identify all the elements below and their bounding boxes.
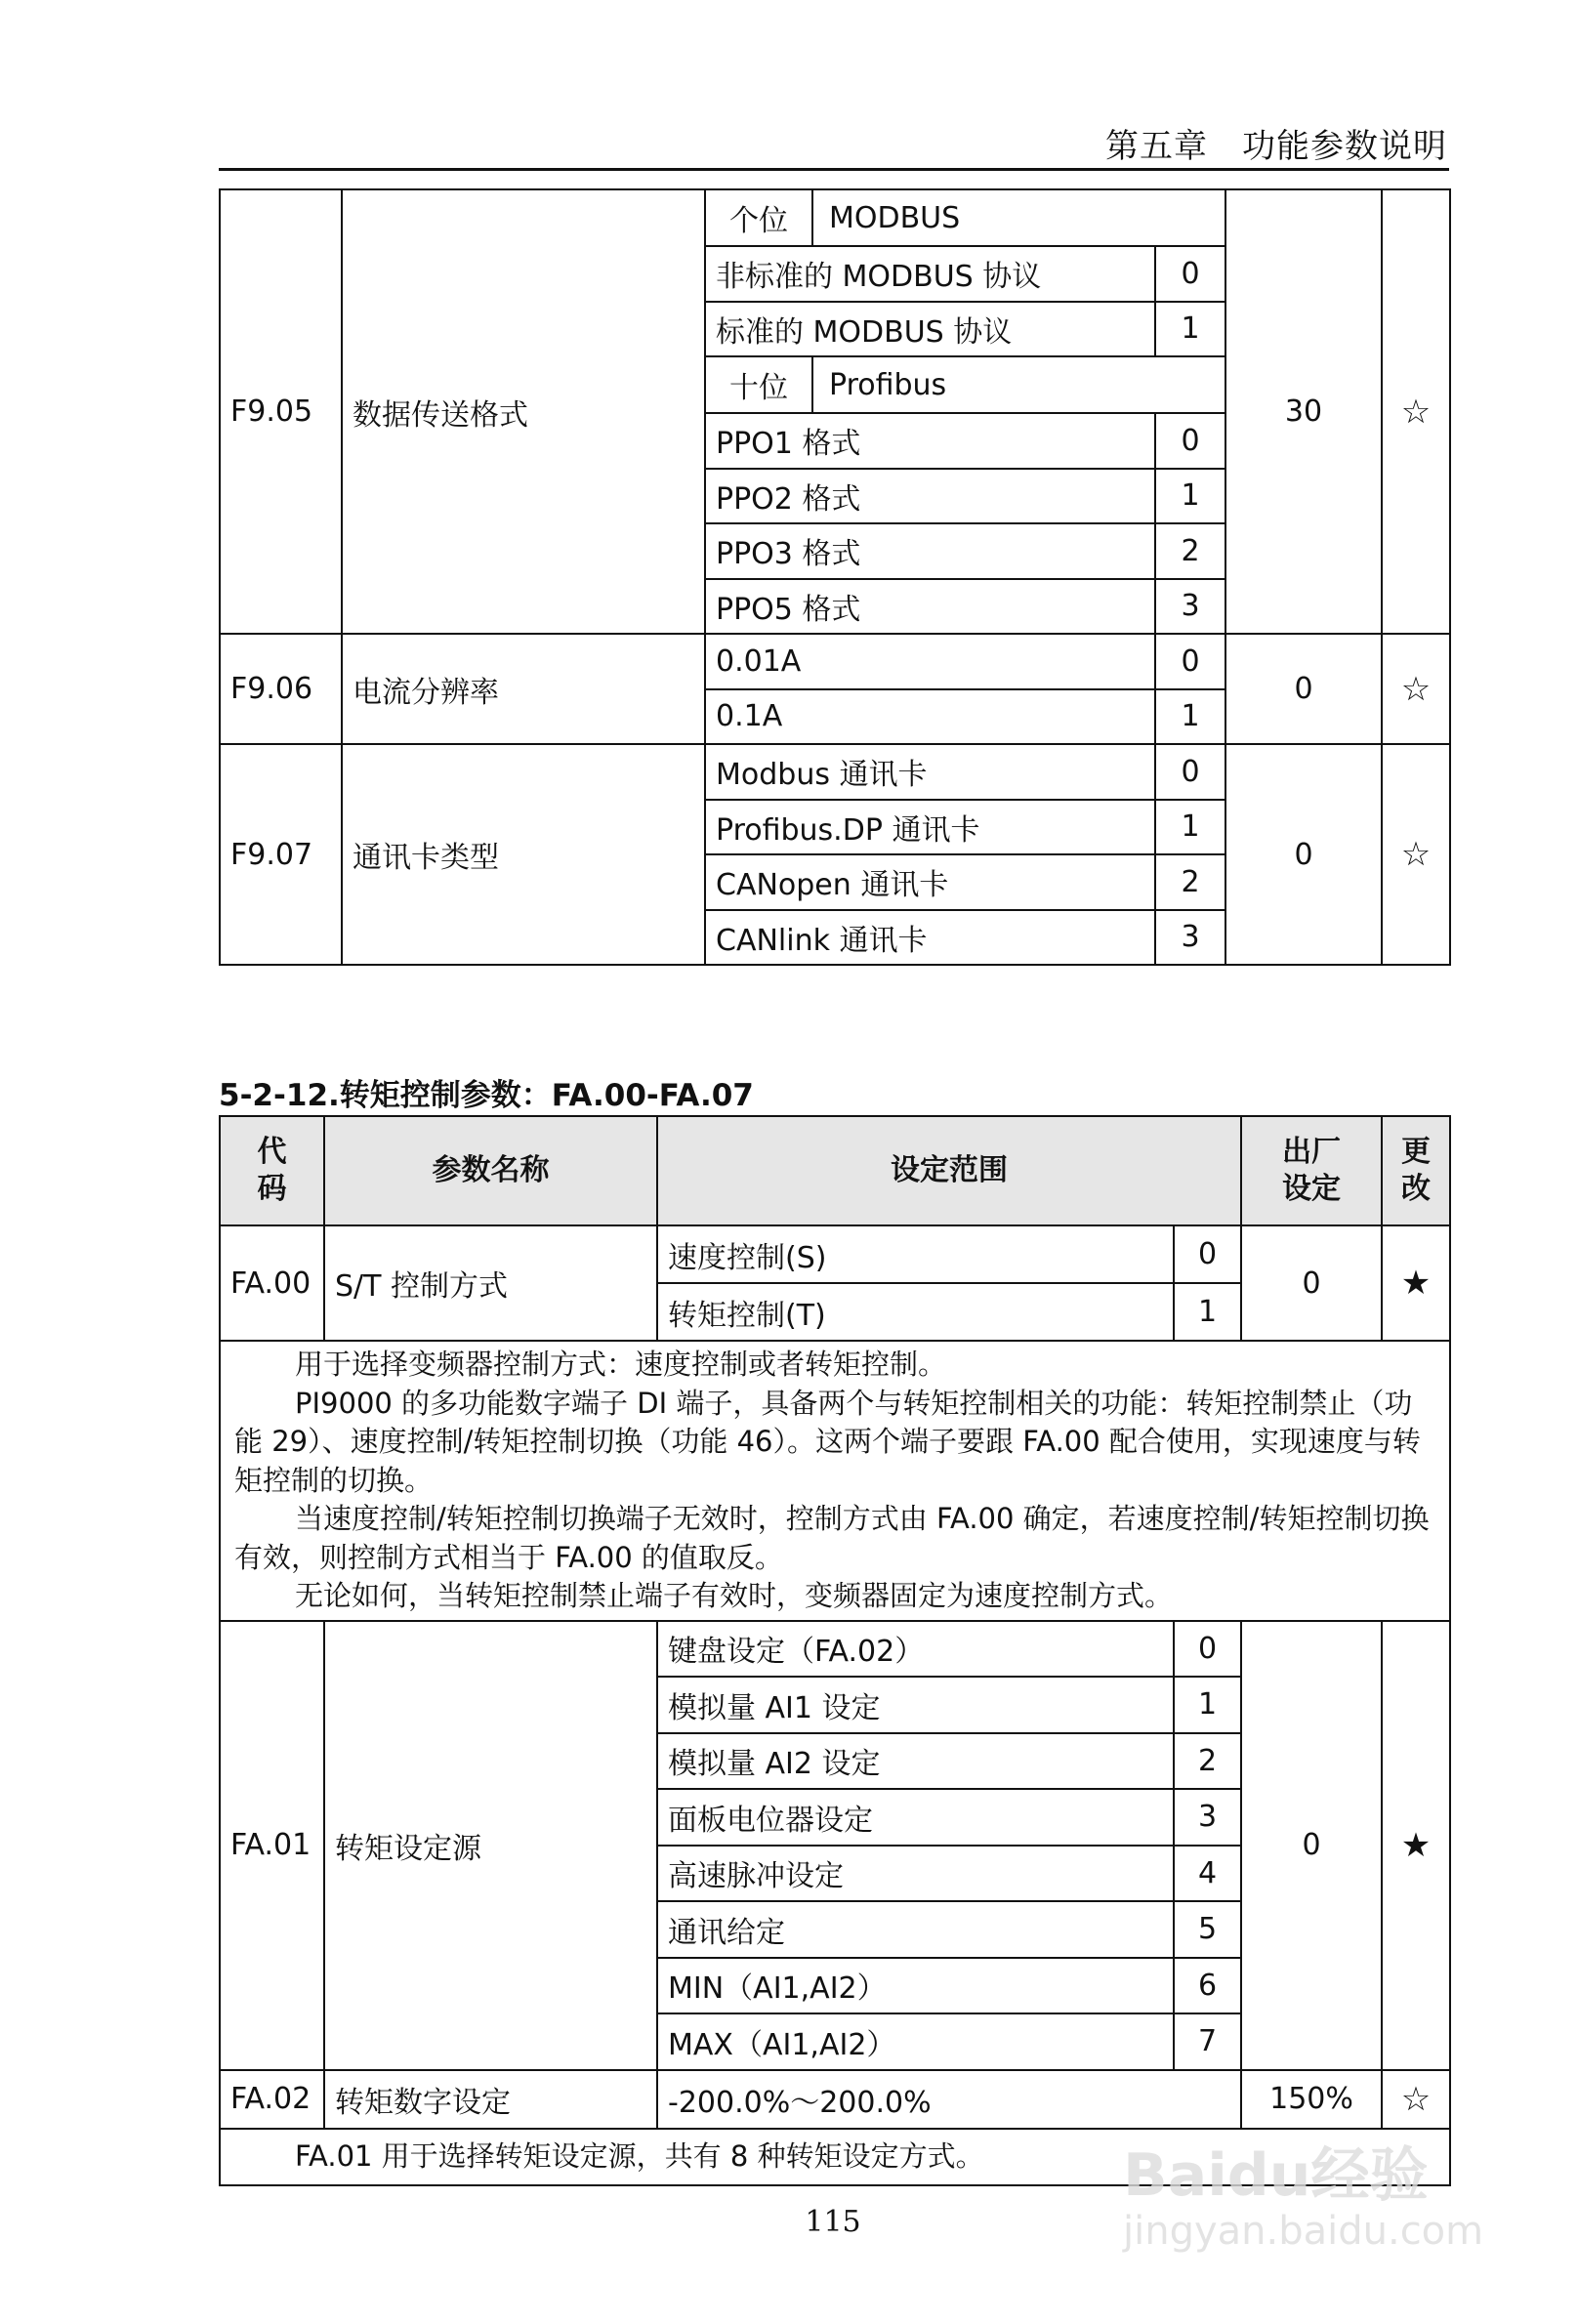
option-value: 1 — [1155, 800, 1225, 855]
param-name: S/T 控制方式 — [324, 1225, 657, 1341]
param-code: FA.02 — [220, 2070, 324, 2129]
header-default: 出厂 设定 — [1241, 1116, 1382, 1225]
description-paragraph: FA.01 用于选择转矩设定源，共有 8 种转矩设定方式。 — [295, 2138, 984, 2173]
table-row — [220, 2070, 1450, 2129]
option-value: 2 — [1155, 523, 1225, 579]
digit-label: 个位 — [706, 190, 813, 245]
table-row — [220, 1621, 1450, 1678]
option-text: 0.01A — [705, 634, 1155, 689]
option-text: 键盘设定（FA.02） — [657, 1621, 1174, 1678]
param-name: 转矩数字设定 — [324, 2070, 657, 2129]
chapter-header: 第五章 功能参数说明 — [1105, 127, 1447, 166]
digit-title: MODBUS — [829, 200, 961, 235]
star-icon: ☆ — [1382, 189, 1450, 634]
description-paragraph: 无论如何，当转矩控制禁止端子有效时，变频器固定为速度控制方式。 — [295, 1579, 1174, 1612]
param-table-f9 — [219, 188, 1451, 966]
param-code: F9.05 — [220, 189, 342, 634]
param-name: 电流分辨率 — [342, 634, 705, 744]
option-value: 7 — [1174, 2013, 1241, 2070]
description-row — [220, 1341, 1450, 1621]
filled-star-icon: ★ — [1382, 1621, 1450, 2070]
option-text: CANopen 通讯卡 — [705, 854, 1155, 910]
option-value: 1 — [1174, 1677, 1241, 1733]
option-value: 0 — [1155, 413, 1225, 469]
option-value: 5 — [1174, 1901, 1241, 1958]
option-value: 1 — [1155, 689, 1225, 745]
star-icon: ☆ — [1382, 634, 1450, 744]
option-text: 模拟量 AI1 设定 — [657, 1677, 1174, 1733]
table-row — [220, 189, 1450, 246]
option-text: 面板电位器设定 — [657, 1789, 1174, 1846]
default-value: 0 — [1225, 634, 1382, 744]
option-text: PPO5 格式 — [705, 579, 1155, 635]
option-text: 转矩控制(T) — [657, 1283, 1174, 1341]
default-value: 30 — [1225, 189, 1382, 634]
default-value: 0 — [1241, 1621, 1382, 2070]
star-icon: ☆ — [1382, 2070, 1450, 2129]
digit-title: Profibus — [829, 367, 947, 402]
option-value: 3 — [1174, 1789, 1241, 1846]
param-table-fa — [219, 1115, 1451, 2186]
option-value: 1 — [1155, 302, 1225, 357]
header-rule — [219, 168, 1449, 171]
param-code: FA.00 — [220, 1225, 324, 1341]
table-row — [220, 1225, 1450, 1283]
default-value: 0 — [1225, 744, 1382, 965]
option-value: 0 — [1155, 246, 1225, 302]
default-value: 0 — [1241, 1225, 1382, 1341]
option-text: Profibus.DP 通讯卡 — [705, 800, 1155, 855]
description-paragraph: 用于选择变频器控制方式：速度控制或者转矩控制。 — [295, 1348, 947, 1381]
table-row — [220, 744, 1450, 800]
option-value: 1 — [1155, 469, 1225, 524]
option-value: 0 — [1174, 1225, 1241, 1283]
param-name: 转矩设定源 — [324, 1621, 657, 2070]
description-paragraph: 当速度控制/转矩控制切换端子无效时，控制方式由 FA.00 确定，若速度控制/转矩控制切换有效，则控制方式相当于 FA.00 的值取反。 — [234, 1502, 1430, 1574]
option-text: 高速脉冲设定 — [657, 1846, 1174, 1902]
star-icon: ☆ — [1382, 744, 1450, 965]
option-value: 0 — [1155, 744, 1225, 800]
option-value: 0 — [1155, 634, 1225, 689]
default-value: 150% — [1241, 2070, 1382, 2129]
option-value: 4 — [1174, 1846, 1241, 1902]
header-name: 参数名称 — [324, 1116, 657, 1225]
page-number: 115 — [805, 2205, 861, 2239]
header-range: 设定范围 — [657, 1116, 1241, 1225]
option-text: Modbus 通讯卡 — [705, 744, 1155, 800]
option-text: MIN（AI1,AI2） — [657, 1958, 1174, 2014]
option-value: 2 — [1155, 854, 1225, 910]
param-code: F9.07 — [220, 744, 342, 965]
option-text: 标准的 MODBUS 协议 — [705, 302, 1155, 357]
option-text: PPO3 格式 — [705, 523, 1155, 579]
description-paragraph: PI9000 的多功能数字端子 DI 端子，具备两个与转矩控制相关的功能：转矩控制禁止（功能 29）、速度控制/转矩控制切换（功能 46）。这两个端子要跟 FA.00 配合使用，实现速度与转矩控制的切换。 — [234, 1386, 1421, 1497]
option-text: 模拟量 AI2 设定 — [657, 1733, 1174, 1790]
option-text: 非标准的 MODBUS 协议 — [705, 246, 1155, 302]
section-title: 5-2-12.转矩控制参数：FA.00-FA.07 — [219, 1078, 754, 1113]
param-name: 数据传送格式 — [342, 189, 705, 634]
option-value: 6 — [1174, 1958, 1241, 2014]
option-value: 2 — [1174, 1733, 1241, 1790]
header-code: 代 码 — [220, 1116, 324, 1225]
table-row — [220, 634, 1450, 689]
param-name: 通讯卡类型 — [342, 744, 705, 965]
option-text: 通讯给定 — [657, 1901, 1174, 1958]
option-value: 3 — [1155, 910, 1225, 966]
watermark-url: jingyan.baidu.com — [1123, 2209, 1484, 2254]
option-text: MAX（AI1,AI2） — [657, 2013, 1174, 2070]
filled-star-icon: ★ — [1382, 1225, 1450, 1341]
option-text: 0.1A — [705, 689, 1155, 745]
header-change: 更 改 — [1382, 1116, 1450, 1225]
digit-label: 十位 — [706, 357, 813, 412]
watermark-logo: Baidu经验 — [1123, 2141, 1429, 2210]
option-text: PPO2 格式 — [705, 469, 1155, 524]
param-code: F9.06 — [220, 634, 342, 744]
option-text: PPO1 格式 — [705, 413, 1155, 469]
option-text: CANlink 通讯卡 — [705, 910, 1155, 966]
range-text: -200.0%～200.0% — [657, 2070, 1241, 2129]
option-value: 0 — [1174, 1621, 1241, 1678]
option-text: 速度控制(S) — [657, 1225, 1174, 1283]
option-value: 1 — [1174, 1283, 1241, 1341]
param-code: FA.01 — [220, 1621, 324, 2070]
table-header-row — [220, 1116, 1450, 1225]
option-value: 3 — [1155, 579, 1225, 635]
